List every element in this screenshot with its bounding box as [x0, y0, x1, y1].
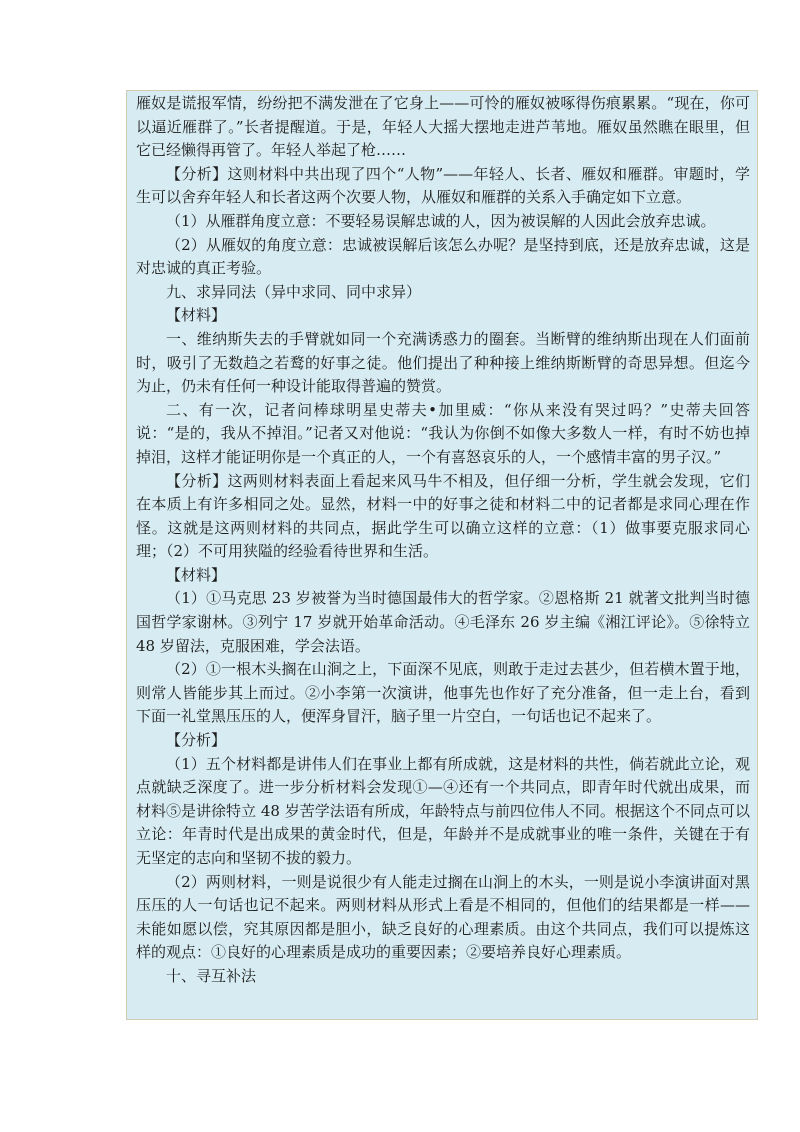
paragraph: （1）①马克思 23 岁被誉为当时德国最伟大的哲学家。②恩格斯 21 就著文批判当时德国哲学家谢林。③列宁 17 岁就开始革命活动。④毛泽东 26 岁主编《湘江评论》。⑤徐特立 48 岁留法，克服困难，学会法语。: [136, 589, 751, 655]
material-label: 【材料】: [166, 306, 227, 325]
document-body: [136, 92, 750, 989]
paragraph: （2）从雁奴的角度立意：忠诚被误解后该怎么办呢？是坚持到底，还是放弃忠诚，这是对忠诚的真正考验。: [136, 235, 750, 278]
paragraph: 一、维纳斯失去的手臂就如同一个充满诱惑力的圈套。当断臂的维纳斯出现在人们面前时，吸引了无数趋之若鹜的好事之徒。他们提出了种种接上维纳斯断臂的奇思异想。但迄今为止，仍未有任何一种设计能取得普遍的赞赏。: [136, 329, 750, 396]
section-heading: 十、寻互补法: [166, 966, 257, 985]
paragraph: （2）①一根木头搁在山涧之上，下面深不见底，则敢于走过去甚少，但若横木置于地，则常人皆能步其上而过。②小李第一次演讲，他事先也作好了充分准备，但一走上台，看到下面一礼堂黑压压的人，便浑身冒汗，脑子里一片空白，一句话也记不起来了。: [136, 660, 750, 726]
paragraph: 【分析】这则材料中共出现了四个“人物”——年轻人、长者、雁奴和雁群。审题时，学生可以舍弃年轻人和长者这两个次要人物，从雁奴和雁群的关系入手确定如下立意。: [136, 164, 750, 207]
paragraph: 雁奴是谎报军情，纷纷把不满发泄在了它身上——可怜的雁奴被啄得伤痕累累。“现在，你可以逼近雁群了。”长者提醒道。于是，年轻人大摇大摆地走进芦苇地。雁奴虽然瞧在眼里，但它已经懒得再管了。年轻人举起了枪……: [136, 94, 750, 160]
paragraph: （1）从雁群角度立意：不要轻易误解忠诚的人，因为被误解的人因此会放弃忠诚。: [166, 211, 716, 230]
paragraph: （2）两则材料，一则是说很少有人能走过搁在山涧上的木头，一则是说小李演讲面对黑压压的人一句话也记不起来。两则材料从形式上看是不相同的，但他们的结果都是一样——未能如愿以偿，究其原因都是胆小，缺乏良好的心理素质。由这个共同点，我们可以提炼这样的观点：①良好的心理素质是成功的重要因素；②要培养良好心理素质。: [136, 872, 750, 962]
material-label: 【材料】: [166, 565, 227, 584]
paragraph: （1）五个材料都是讲伟人们在事业上都有所成就，这是材料的共性，倘若就此立论，观点就缺乏深度了。进一步分析材料会发现①—④还有一个共同点，即青年时代就出成果，而材料⑤是讲徐特立 48 岁苦学法语有所成，年龄特点与前四位伟人不同。根据这个不同点可以立论：年青时代是出成果的黄金时代，但是，年龄并不是成就事业的唯一条件，关键在于有无坚定的志向和坚韧不拔的毅力。: [136, 754, 750, 867]
section-heading: 九、求异同法（异中求同、同中求异）: [166, 282, 422, 301]
analysis-label: 【分析】: [166, 731, 227, 750]
paragraph: 【分析】这两则材料表面上看起来风马牛不相及，但仔细一分析，学生就会发现，它们在本质上有许多相同之处。显然，材料一中的好事之徒和材料二中的记者都是求同心理在作怪。这就是这两则材料的共同点，据此学生可以确立这样的立意：（1）做事要克服求同心理；（2）不可用狭隘的经验看待世界和生活。: [136, 471, 750, 561]
paragraph: 二、有一次，记者问棒球明星史蒂夫•加里威：“你从来没有哭过吗？”史蒂夫回答说：“是的，我从不掉泪。”记者又对他说：“我认为你倒不如像大多数人一样，有时不妨也掉掉泪，这样才能证明你是一个真正的人，一个有喜怒哀乐的人，一个感情丰富的男子汉。”: [136, 400, 750, 466]
